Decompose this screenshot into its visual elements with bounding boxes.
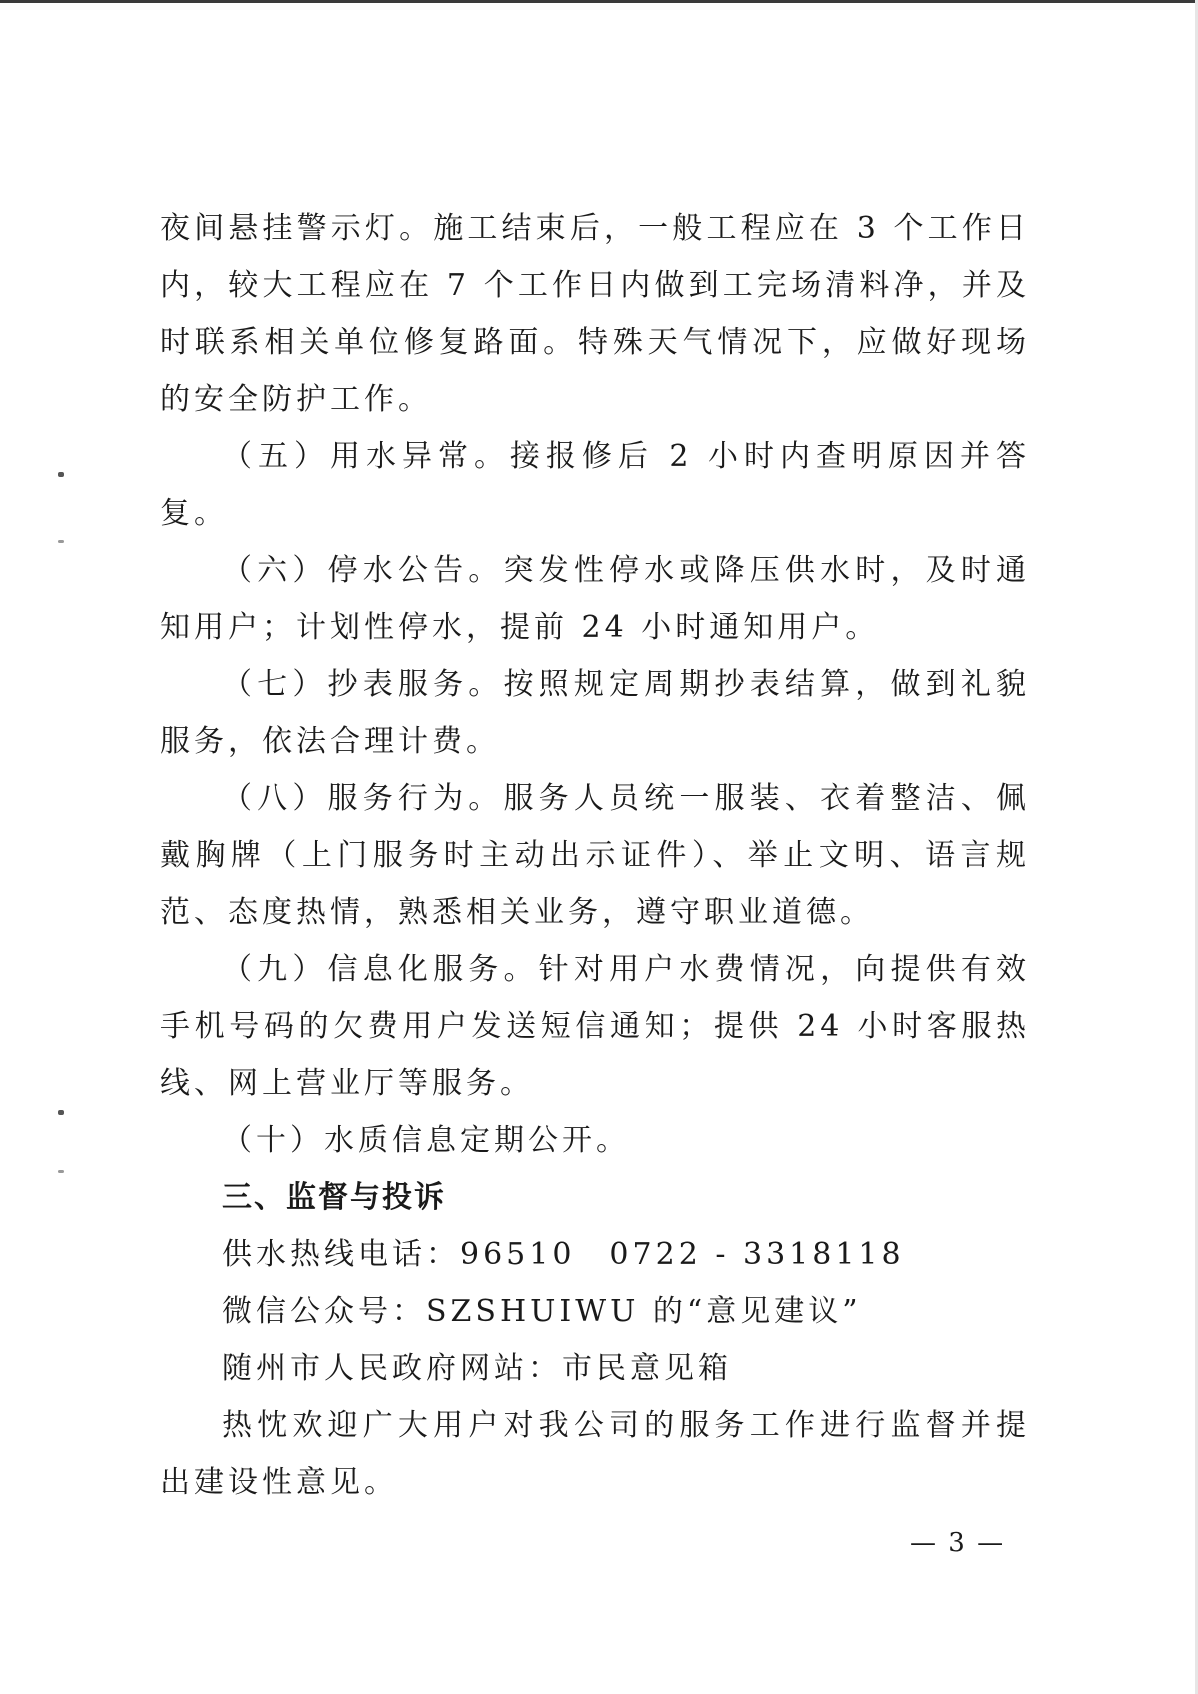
binding-hole-mark (58, 472, 64, 477)
section-heading: 三、监督与投诉 (222, 1180, 446, 1215)
paragraph-item-5: （五）用水异常。接报修后 2 小时内查明原因并答复。 (160, 439, 1030, 531)
paragraph-item-7: （七）抄表服务。按照规定周期抄表结算，做到礼貌服务，依法合理计费。 (160, 667, 1030, 759)
contact-wechat: 微信公众号：SZSHUIWU 的“意见建议” (222, 1294, 862, 1329)
paragraph-item-9: （九）信息化服务。针对用户水费情况，向提供有效手机号码的欠费用户发送短信通知；提供 24 小时客服热线、网上营业厅等服务。 (160, 952, 1030, 1101)
paragraph-continuation: 夜间悬挂警示灯。施工结束后，一般工程应在 3 个工作日内，较大工程应在 7 个工作日内做到工完场清料净，并及时联系相关单位修复路面。特殊天气情况下，应做好现场的安全防护工作。 (160, 211, 1030, 417)
binding-hole-mark (58, 1170, 64, 1173)
body-text (160, 200, 1030, 1511)
binding-hole-mark (58, 540, 64, 543)
binding-hole-mark (58, 1110, 64, 1115)
paragraph-item-6: （六）停水公告。突发性停水或降压供水时，及时通知用户；计划性停水，提前 24 小时通知用户。 (160, 553, 1030, 645)
contact-hotline: 供水热线电话：96510 0722 - 3318118 (222, 1237, 905, 1272)
closing-paragraph: 热忱欢迎广大用户对我公司的服务工作进行监督并提出建设性意见。 (160, 1408, 1030, 1500)
contact-government-site: 随州市人民政府网站：市民意见箱 (222, 1351, 732, 1386)
scan-top-edge (0, 0, 1198, 3)
page-number: — 3 — (910, 1528, 1006, 1558)
paragraph-item-8: （八）服务行为。服务人员统一服装、衣着整洁、佩戴胸牌（上门服务时主动出示证件）、举止文明、语言规范、态度热情，熟悉相关业务，遵守职业道德。 (160, 781, 1030, 930)
paragraph-item-10: （十）水质信息定期公开。 (222, 1123, 630, 1158)
